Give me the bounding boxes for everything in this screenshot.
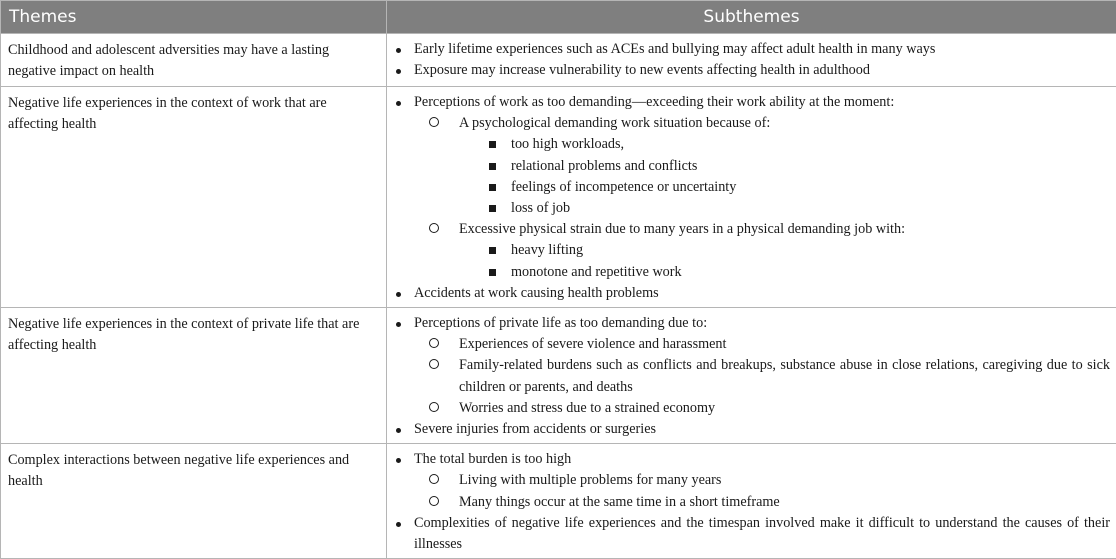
- subthemes-cell: [387, 308, 1116, 444]
- list-item: [395, 219, 1110, 240]
- bullet-icon: [396, 419, 401, 440]
- list-item-text: Many things occur at the same time in a short timeframe: [459, 494, 780, 510]
- list-item-text: Excessive physical strain due to many years in a physical demanding job with:: [459, 221, 905, 237]
- list-item: [395, 134, 1110, 155]
- header-row: [1, 1, 1116, 34]
- bullet-icon: [396, 39, 401, 60]
- list-item-text: loss of job: [511, 200, 570, 216]
- circle-bullet-icon: [429, 113, 439, 134]
- list-item-text: Early lifetime experiences such as ACEs and bullying may affect adult health in many ways: [414, 41, 935, 57]
- square-bullet-icon: [489, 240, 496, 261]
- bullet-icon: [396, 60, 401, 81]
- list-item-text: Worries and stress due to a strained economy: [459, 400, 715, 416]
- subthemes-header: Subthemes: [387, 1, 1116, 34]
- theme-cell: Complex interactions between negative life experiences and health: [1, 444, 387, 559]
- list-item-text: relational problems and conflicts: [511, 158, 697, 174]
- table-row: [1, 34, 1116, 87]
- list-item-text: Severe injuries from accidents or surgeries: [414, 421, 656, 437]
- list-item: [395, 39, 1110, 60]
- list-item-text: monotone and repetitive work: [511, 264, 682, 280]
- list-item-text: Accidents at work causing health problems: [414, 285, 659, 301]
- list-item-text: Perceptions of private life as too demanding due to:: [414, 315, 707, 331]
- square-bullet-icon: [489, 262, 496, 283]
- list-item: [395, 355, 1110, 397]
- circle-bullet-icon: [429, 470, 439, 491]
- bullet-icon: [396, 92, 401, 113]
- list-item-text: Exposure may increase vulnerability to new events affecting health in adulthood: [414, 62, 870, 78]
- bullet-icon: [396, 283, 401, 304]
- subthemes-cell: [387, 87, 1116, 308]
- table-row: [1, 308, 1116, 444]
- list-item-text: feelings of incompetence or uncertainty: [511, 179, 736, 195]
- list-item: [395, 449, 1110, 470]
- theme-cell: Negative life experiences in the context of work that are affecting health: [1, 87, 387, 308]
- table-row: [1, 444, 1116, 559]
- list-item-text: Complexities of negative life experiences and the timespan involved make it difficult to understand the causes of their illnesses: [414, 515, 1110, 552]
- list-item: [395, 470, 1110, 491]
- table-body: [1, 34, 1116, 559]
- circle-bullet-icon: [429, 219, 439, 240]
- list-item-text: A psychological demanding work situation because of:: [459, 115, 770, 131]
- circle-bullet-icon: [429, 355, 439, 376]
- list-item-text: The total burden is too high: [414, 451, 571, 467]
- list-item: [395, 113, 1110, 134]
- list-item: [395, 419, 1110, 440]
- list-item: [395, 513, 1110, 555]
- circle-bullet-icon: [429, 492, 439, 513]
- list-item-text: heavy lifting: [511, 242, 583, 258]
- list-item: [395, 334, 1110, 355]
- list-item: [395, 398, 1110, 419]
- list-item: [395, 92, 1110, 113]
- list-item: [395, 60, 1110, 81]
- list-item: [395, 283, 1110, 304]
- theme-cell: Negative life experiences in the context of private life that are affecting health: [1, 308, 387, 444]
- list-item-text: too high workloads,: [511, 136, 624, 152]
- list-item: [395, 198, 1110, 219]
- square-bullet-icon: [489, 198, 496, 219]
- list-item-text: Experiences of severe violence and harassment: [459, 336, 726, 352]
- theme-cell: Childhood and adolescent adversities may have a lasting negative impact on health: [1, 34, 387, 87]
- themes-header: Themes: [1, 1, 387, 34]
- list-item: [395, 156, 1110, 177]
- bullet-icon: [396, 513, 401, 534]
- list-item-text: Family-related burdens such as conflicts and breakups, substance abuse in close relations, caregiving due to sick children or parents, and deaths: [459, 357, 1110, 394]
- circle-bullet-icon: [429, 398, 439, 419]
- table-row: [1, 87, 1116, 308]
- list-item-text: Living with multiple problems for many years: [459, 472, 721, 488]
- bullet-icon: [396, 449, 401, 470]
- list-item: [395, 492, 1110, 513]
- subthemes-cell: [387, 444, 1116, 559]
- square-bullet-icon: [489, 134, 496, 155]
- circle-bullet-icon: [429, 334, 439, 355]
- list-item: [395, 177, 1110, 198]
- list-item: [395, 262, 1110, 283]
- list-item: [395, 240, 1110, 261]
- square-bullet-icon: [489, 177, 496, 198]
- square-bullet-icon: [489, 156, 496, 177]
- list-item: [395, 313, 1110, 334]
- bullet-icon: [396, 313, 401, 334]
- subthemes-cell: [387, 34, 1116, 87]
- list-item-text: Perceptions of work as too demanding—exceeding their work ability at the moment:: [414, 94, 894, 110]
